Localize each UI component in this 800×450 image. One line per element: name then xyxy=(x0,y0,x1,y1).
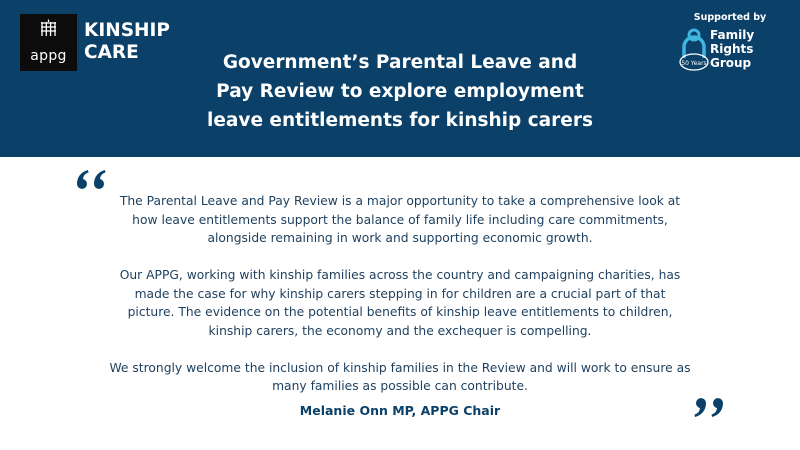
logo-abbr: appg xyxy=(30,48,67,64)
portcullis-icon xyxy=(39,19,58,38)
quote-line: how leave entitlements support the balance of family life including care commitments, xyxy=(132,212,668,227)
family-rights-group-icon xyxy=(679,28,709,72)
supporter-logo xyxy=(670,12,790,82)
quote-line: We strongly welcome the inclusion of kinship families in the Review and will work to ensure as xyxy=(109,360,691,375)
page-title xyxy=(150,48,650,135)
quote-paragraph xyxy=(100,192,700,248)
supporter-name-line: Family xyxy=(710,28,755,42)
quote-paragraph xyxy=(100,266,700,340)
supporter-name xyxy=(710,28,754,70)
header-banner xyxy=(0,0,800,157)
logo-line-2: CARE xyxy=(84,42,139,63)
title-line: leave entitlements for kinship carers xyxy=(207,110,593,131)
logo-box xyxy=(20,14,77,71)
quote-paragraph xyxy=(100,359,700,396)
quote-line: The Parental Leave and Pay Review is a major opportunity to take a comprehensive look at xyxy=(119,194,681,208)
quote-line: kinship carers, the economy and the exchequer is compelling. xyxy=(208,323,592,338)
quote-line: Our APPG, working with kinship families across the country and campaigning charities, has xyxy=(119,268,681,282)
quote-line: many families as possible can contribute. xyxy=(272,379,528,393)
close-quote-icon xyxy=(692,393,724,419)
quote-body xyxy=(100,192,700,414)
badge-text: 50 Years xyxy=(681,60,707,67)
logo-line-1: KINSHIP xyxy=(84,20,170,41)
quote-attribution: Melanie Onn MP, APPG Chair xyxy=(299,403,501,418)
supporter-name-line: Group xyxy=(710,56,752,70)
supported-by-label: Supported by xyxy=(693,12,767,23)
title-line: Pay Review to explore employment xyxy=(216,81,584,102)
quote-line: made the case for why kinship carers stepping in for children are a crucial part of that xyxy=(134,286,666,301)
open-quote-icon xyxy=(76,168,108,194)
title-line: Government’s Parental Leave and xyxy=(222,52,578,73)
appg-logo xyxy=(20,14,170,71)
quote-line: picture. The evidence on the potential benefits of kinship leave entitlements to children, xyxy=(127,305,673,319)
supporter-name-line: Rights xyxy=(710,42,754,56)
quote-line: alongside remaining in work and supporting economic growth. xyxy=(207,231,593,245)
